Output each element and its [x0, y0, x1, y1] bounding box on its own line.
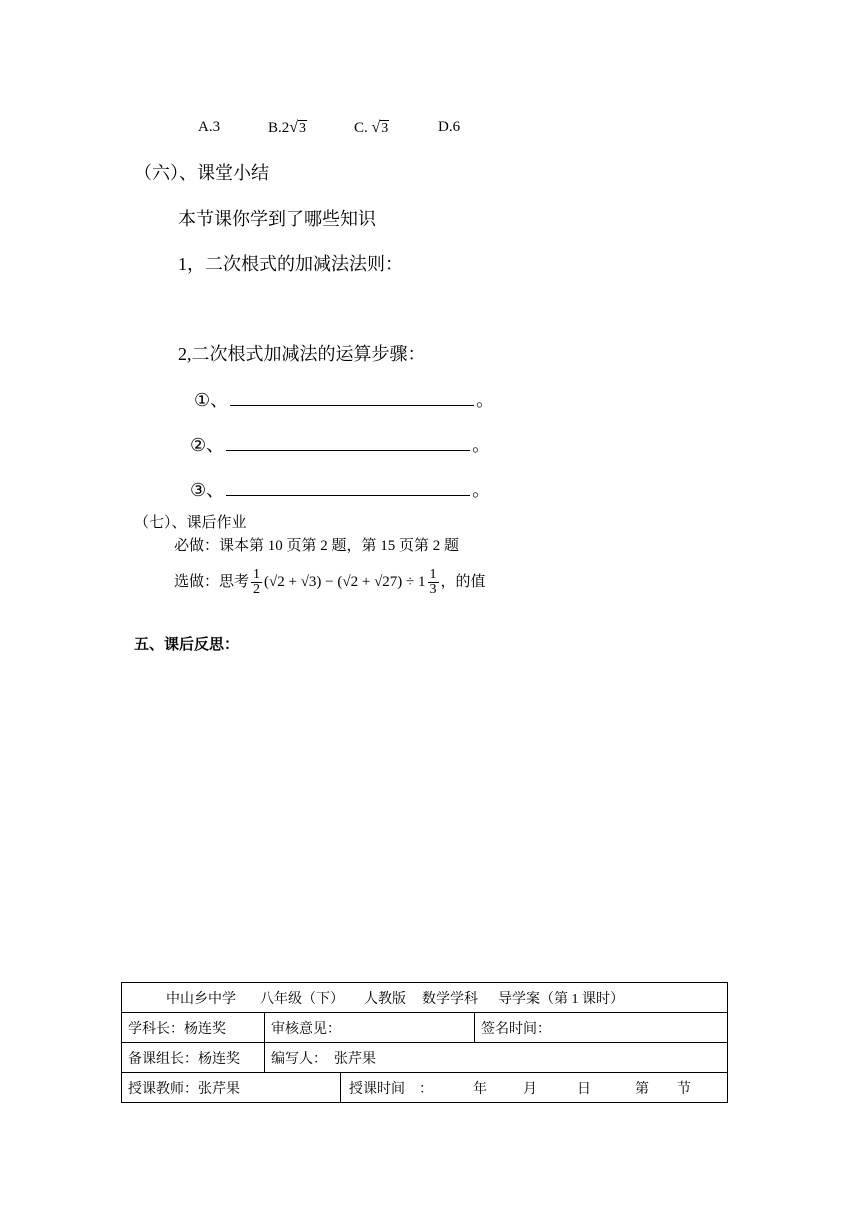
- expression: (√2 + √3) − (√2 + √27) ÷ 1: [264, 573, 426, 590]
- step-end-3: 。: [472, 480, 491, 500]
- fill-in-line-2[interactable]: [226, 436, 470, 451]
- sign-time-cell: 签名时间：: [475, 1013, 728, 1043]
- period-suffix: 节: [677, 1081, 691, 1097]
- school-info-cell: [122, 983, 728, 1013]
- option-a: A.3: [198, 119, 221, 135]
- option-c-prefix: C.: [354, 120, 368, 136]
- option-c-radicand: 3: [381, 121, 389, 136]
- grade: 八年级（下）: [260, 991, 344, 1007]
- optional-suffix: ，的值: [440, 573, 486, 590]
- frac2-denominator: 3: [429, 582, 437, 597]
- homework-required: 必做：课本第 10 页第 2 题，第 15 页第 2 题: [174, 538, 460, 554]
- option-b-prefix: B.2: [268, 120, 290, 136]
- section6-item2: 2,二次根式加减法的运算步骤：: [178, 344, 426, 364]
- step-marker-1: ①、: [194, 390, 229, 410]
- fill-in-line-1[interactable]: [230, 391, 474, 406]
- section7-heading: （七）、课后作业: [134, 515, 247, 531]
- teacher-time-cell: [122, 1073, 728, 1103]
- edition: 人教版: [364, 991, 406, 1007]
- year-label: 年: [473, 1081, 487, 1097]
- dept-head-cell: 学科长：杨连奖: [122, 1013, 265, 1043]
- homework-optional: [174, 568, 486, 608]
- group-head-cell: 备课组长：杨连奖: [122, 1043, 265, 1073]
- table-row: [122, 1073, 728, 1103]
- step-marker-2: ②、: [190, 435, 225, 455]
- table-row: [122, 983, 728, 1013]
- step-end-1: 。: [476, 390, 495, 410]
- step-blank-3: [190, 476, 490, 502]
- writer-cell: 编写人： 张芹果: [265, 1043, 728, 1073]
- class-time-label: 授课时间 ：: [349, 1081, 433, 1097]
- school-name: 中山乡中学: [166, 991, 236, 1007]
- option-d: D.6: [438, 119, 461, 135]
- optional-prefix: 选做：思考: [174, 573, 250, 590]
- section6-intro: 本节课你学到了哪些知识: [178, 209, 376, 229]
- teacher-cell: 授课教师：张芹果: [122, 1073, 341, 1102]
- plan-title: 导学案（第 1 课时）: [498, 991, 624, 1007]
- sqrt-icon: √3: [371, 119, 389, 136]
- step-marker-3: ③、: [190, 480, 225, 500]
- month-label: 月: [523, 1081, 537, 1097]
- table-row: [122, 1013, 728, 1043]
- step-end-2: 。: [472, 435, 491, 455]
- step-blank-1: [194, 386, 494, 412]
- period-prefix: 第: [635, 1081, 649, 1097]
- option-b: [268, 119, 307, 137]
- fill-in-line-3[interactable]: [226, 481, 470, 496]
- option-b-radicand: 3: [299, 121, 307, 136]
- step-blank-2: [190, 431, 490, 457]
- fraction-one-third: [428, 568, 439, 597]
- fraction-one-half: [251, 568, 262, 597]
- section6-heading: （六）、课堂小结: [134, 163, 269, 183]
- review-cell: 审核意见：: [265, 1013, 475, 1043]
- table-row: [122, 1043, 728, 1073]
- day-label: 日: [577, 1081, 591, 1097]
- section5-heading: 五、课后反思：: [134, 635, 240, 653]
- subject: 数学学科: [422, 991, 478, 1007]
- frac1-numerator: 1: [253, 567, 261, 582]
- lesson-info-table: [121, 982, 728, 1103]
- class-time-cell: [341, 1073, 691, 1102]
- section6-item1: 1，二次根式的加减法法则：: [178, 254, 403, 274]
- option-c: [354, 119, 389, 137]
- frac1-denominator: 2: [253, 582, 261, 597]
- frac2-numerator: 1: [429, 567, 437, 582]
- sqrt-icon: √3: [289, 119, 307, 136]
